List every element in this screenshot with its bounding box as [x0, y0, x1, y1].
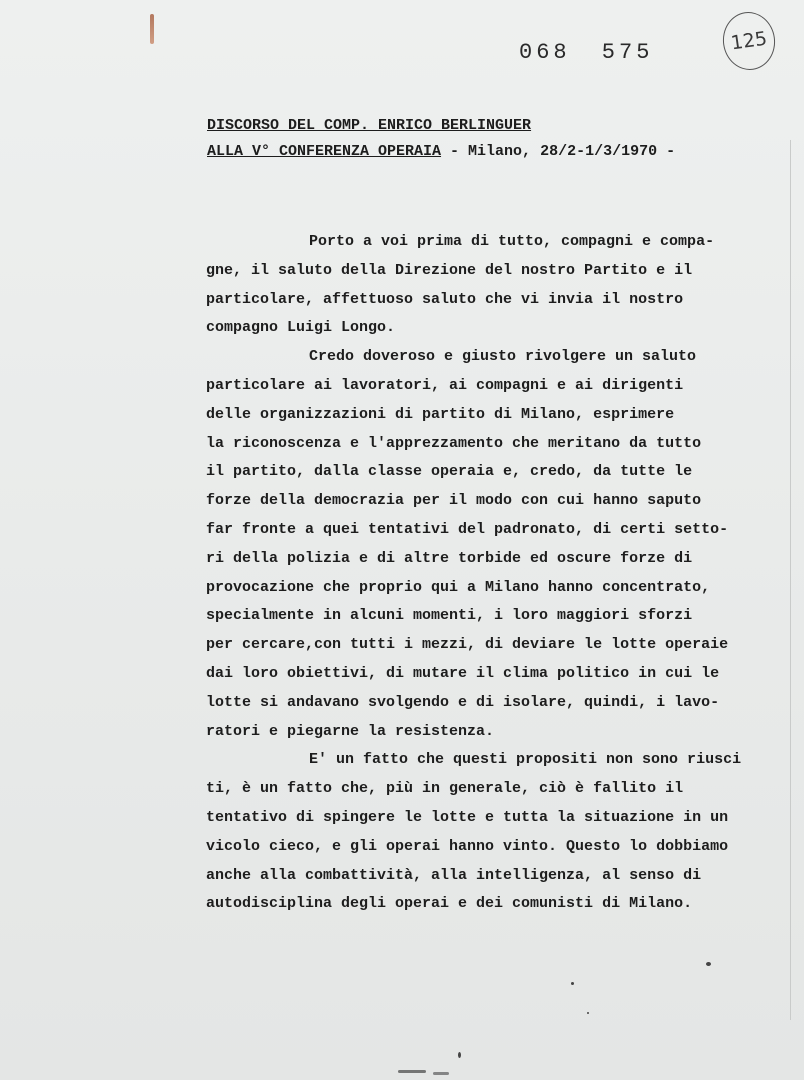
body-line: compagno Luigi Longo.	[206, 319, 396, 337]
body-line: dai loro obiettivi, di mutare il clima politico in cui le	[206, 664, 720, 682]
scan-speck	[458, 1052, 461, 1058]
body-line: per cercare,con tutti i mezzi, di deviare le lotte operaie	[206, 636, 729, 654]
header-conference: ALLA V° CONFERENZA OPERAIA	[207, 143, 442, 160]
binding-mark	[150, 14, 154, 44]
body-line: provocazione che proprio qui a Milano hanno concentrato,	[206, 578, 711, 596]
scan-speck	[571, 982, 574, 985]
body-line: ratori e piegarne la resistenza.	[206, 722, 495, 740]
scan-speck	[706, 962, 711, 966]
scan-speck	[398, 1070, 426, 1073]
header-place-date: - Milano, 28/2-1/3/1970 -	[441, 143, 676, 160]
body-line: E' un fatto che questi propositi non sono riusci	[309, 751, 742, 769]
body-line: specialmente in alcuni momenti, i loro maggiori sforzi	[206, 607, 693, 625]
body-line: particolare, affettuoso saluto che vi invia il nostro	[206, 290, 684, 308]
header-title: DISCORSO DEL COMP. ENRICO BERLINGUER	[207, 117, 532, 134]
body-line: far fronte a quei tentativi del padronato, di certi setto-	[206, 520, 729, 538]
body-line: Credo doveroso e giusto rivolgere un saluto	[309, 348, 697, 366]
body-line: autodisciplina degli operai e dei comunisti di Milano.	[206, 895, 693, 913]
body-line: la riconoscenza e l'apprezzamento che meritano da tutto	[206, 434, 702, 452]
body-line: ri della polizia e di altre torbide ed oscure forze di	[206, 549, 693, 567]
body-line: gne, il saluto della Direzione del nostro Partito e il	[206, 261, 693, 279]
body-line: vicolo cieco, e gli operai hanno vinto. Questo lo dobbiamo	[206, 837, 729, 855]
body-line: lotte si andavano svolgendo e di isolare, quindi, i lavo-	[206, 693, 720, 711]
document-header	[207, 113, 675, 165]
scan-speck	[433, 1072, 449, 1075]
page-edge-line	[790, 140, 791, 1020]
body-line: anche alla combattività, alla intelligenza, al senso di	[206, 866, 702, 884]
body-line: il partito, dalla classe operaia e, credo, da tutte le	[206, 463, 693, 481]
page-number-stamp	[719, 9, 779, 74]
body-line: tentativo di spingere le lotte e tutta la situazione in un	[206, 808, 729, 826]
body-line: particolare ai lavoratori, ai compagni e ai dirigenti	[206, 376, 684, 394]
scan-speck	[587, 1012, 589, 1014]
body-line: delle organizzazioni di partito di Milano, esprimere	[206, 405, 675, 423]
header-subtitle	[207, 139, 675, 165]
body-line: Porto a voi prima di tutto, compagni e compa-	[309, 233, 715, 250]
page-number-text: 125	[729, 27, 769, 55]
body-line: ti, è un fatto che, più in generale, ciò è fallito il	[206, 780, 684, 798]
speech-body	[206, 228, 786, 919]
document-number: 068 575	[519, 40, 654, 65]
body-line: forze della democrazia per il modo con cui hanno saputo	[206, 492, 702, 510]
